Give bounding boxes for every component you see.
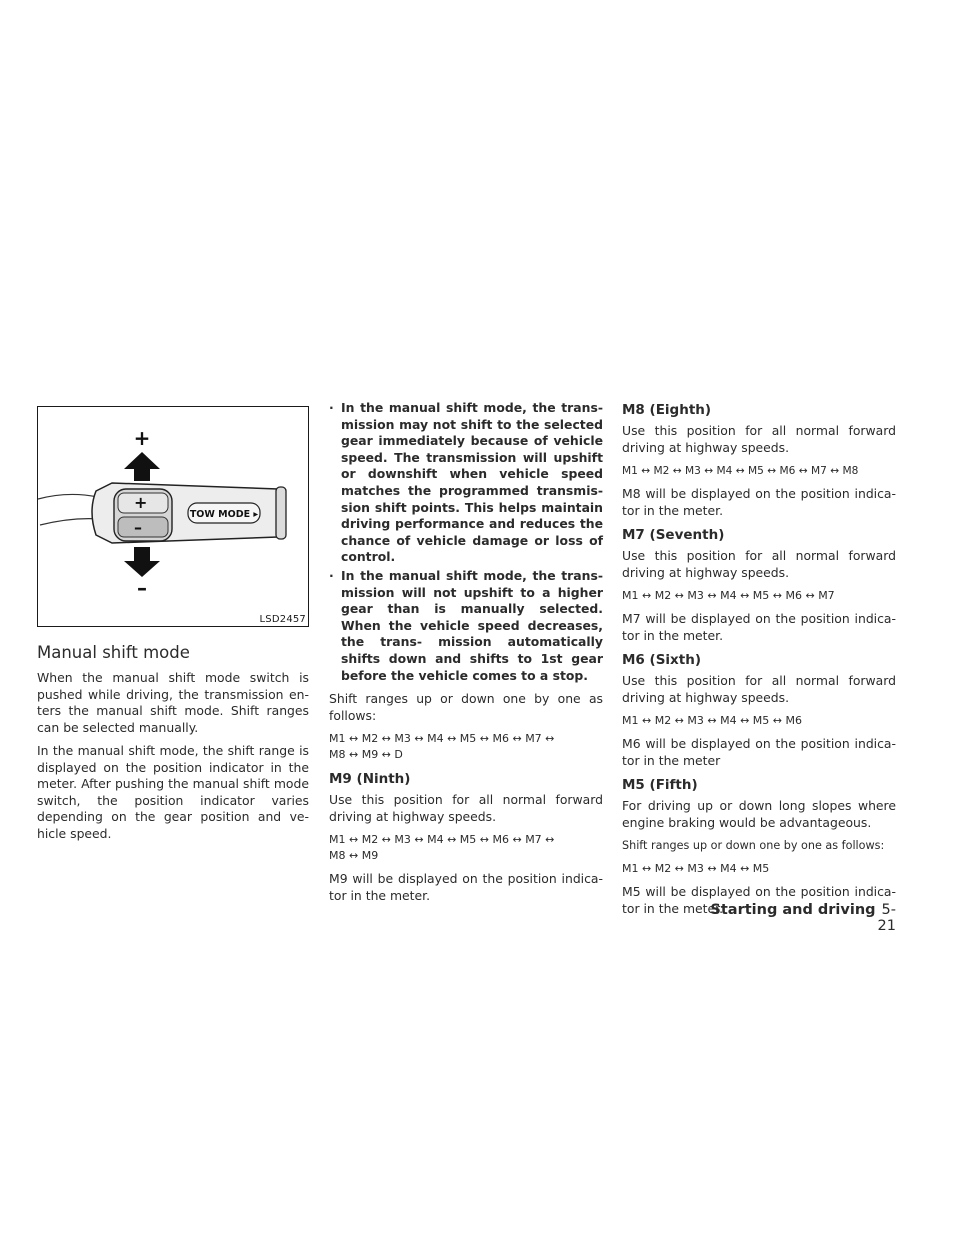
m5-shift-intro: Shift ranges up or down one by one as follows: <box>622 839 885 852</box>
caution-list <box>329 400 603 684</box>
m9-paragraph-2: M9 will be displayed on the position indica- tor in the meter. <box>329 871 603 903</box>
m6-paragraph-1: Use this position for all normal forward driving at highway speeds. <box>622 673 896 705</box>
footer-section-title: Starting and driving <box>710 902 876 918</box>
heading-m7: M7 (Seventh) <box>622 527 725 543</box>
m5-sequence: M1 ↔ M2 ↔ M3 ↔ M4 ↔ M5 <box>622 862 770 875</box>
column-middle <box>329 400 603 911</box>
plus-label: + <box>133 426 151 450</box>
m7-sequence: M1 ↔ M2 ↔ M3 ↔ M4 ↔ M5 ↔ M6 ↔ M7 <box>622 589 835 602</box>
caution-item-1: · In the manual shift mode, the trans- mission may not shift to the selected gear immediately because of vehicle speed. The transmission will upshift or downshift when vehicle speed matches the programmed transmis- sion shift points. This helps maintain driving performance and reduces the chance of vehicle damage or loss of control. <box>329 400 603 565</box>
m6-paragraph-2: M6 will be displayed on the position indica- tor in the meter <box>622 736 896 768</box>
m7-paragraph-2: M7 will be displayed on the position indica- tor in the meter. <box>622 611 896 643</box>
minus-label: – <box>137 576 147 600</box>
m9-sequence: M1 ↔ M2 ↔ M3 ↔ M4 ↔ M5 ↔ M6 ↔ M7 ↔ M8 ↔ M9 <box>329 833 555 863</box>
down-arrow-icon <box>124 547 160 577</box>
manual-paragraph-1: When the manual shift mode switch is pushed while driving, the transmission en- ters the manual shift mode. Shift ranges can be selected manually. <box>37 670 309 735</box>
figure-code: LSD2457 <box>259 614 306 625</box>
page-footer <box>706 902 896 934</box>
up-arrow-icon <box>124 452 160 481</box>
heading-m5: M5 (Fifth) <box>622 777 698 793</box>
heading-m9: M9 (Ninth) <box>329 771 411 788</box>
shift-sequence: M1 ↔ M2 ↔ M3 ↔ M4 ↔ M5 ↔ M6 ↔ M7 ↔ M8 ↔ M9 ↔ D <box>329 732 555 762</box>
m8-paragraph-1: Use this position for all normal forward driving at highway speeds. <box>622 423 896 455</box>
tow-mode-label: TOW MODE ▸ <box>189 509 259 520</box>
tow-mode-switch-illustration <box>38 407 308 626</box>
m5-paragraph-1: For driving up or down long slopes where engine braking would be advantageous. <box>622 798 896 830</box>
m6-sequence: M1 ↔ M2 ↔ M3 ↔ M4 ↔ M5 ↔ M6 <box>622 714 802 727</box>
shift-intro: Shift ranges up or down one by one as follows: <box>329 691 603 723</box>
m9-paragraph-1: Use this position for all normal forward driving at highway speeds. <box>329 792 603 824</box>
heading-m8: M8 (Eighth) <box>622 402 712 418</box>
heading-m6: M6 (Sixth) <box>622 652 701 668</box>
column-left <box>37 400 309 849</box>
m7-paragraph-1: Use this position for all normal forward driving at highway speeds. <box>622 548 896 580</box>
manual-paragraph-2: In the manual shift mode, the shift range is displayed on the position indicator in the meter. After pushing the manual shift mode switch, the position indicator varies depending on the gear position and ve- hicle speed. <box>37 743 309 841</box>
section-heading-manual-shift: Manual shift mode <box>37 643 190 662</box>
caution-item-2: · In the manual shift mode, the trans- mission will not upshift to a higher gear than is manually selected. When the vehicle speed decreases, the trans- mission automatically shifts down and shifts to 1st gear before the vehicle comes to a stop. <box>329 567 603 683</box>
shift-switch-figure <box>37 406 309 627</box>
page-number: 5-21 <box>877 902 896 934</box>
column-right <box>622 400 896 924</box>
svg-text:+: + <box>134 493 148 512</box>
m8-paragraph-2: M8 will be displayed on the position indica- tor in the meter. <box>622 486 896 518</box>
m5-paragraph-2: M5 will be displayed on the position indica- tor in the meter. <box>622 884 896 916</box>
svg-text:–: – <box>134 518 142 537</box>
m8-sequence: M1 ↔ M2 ↔ M3 ↔ M4 ↔ M5 ↔ M6 ↔ M7 ↔ M8 <box>622 465 859 477</box>
